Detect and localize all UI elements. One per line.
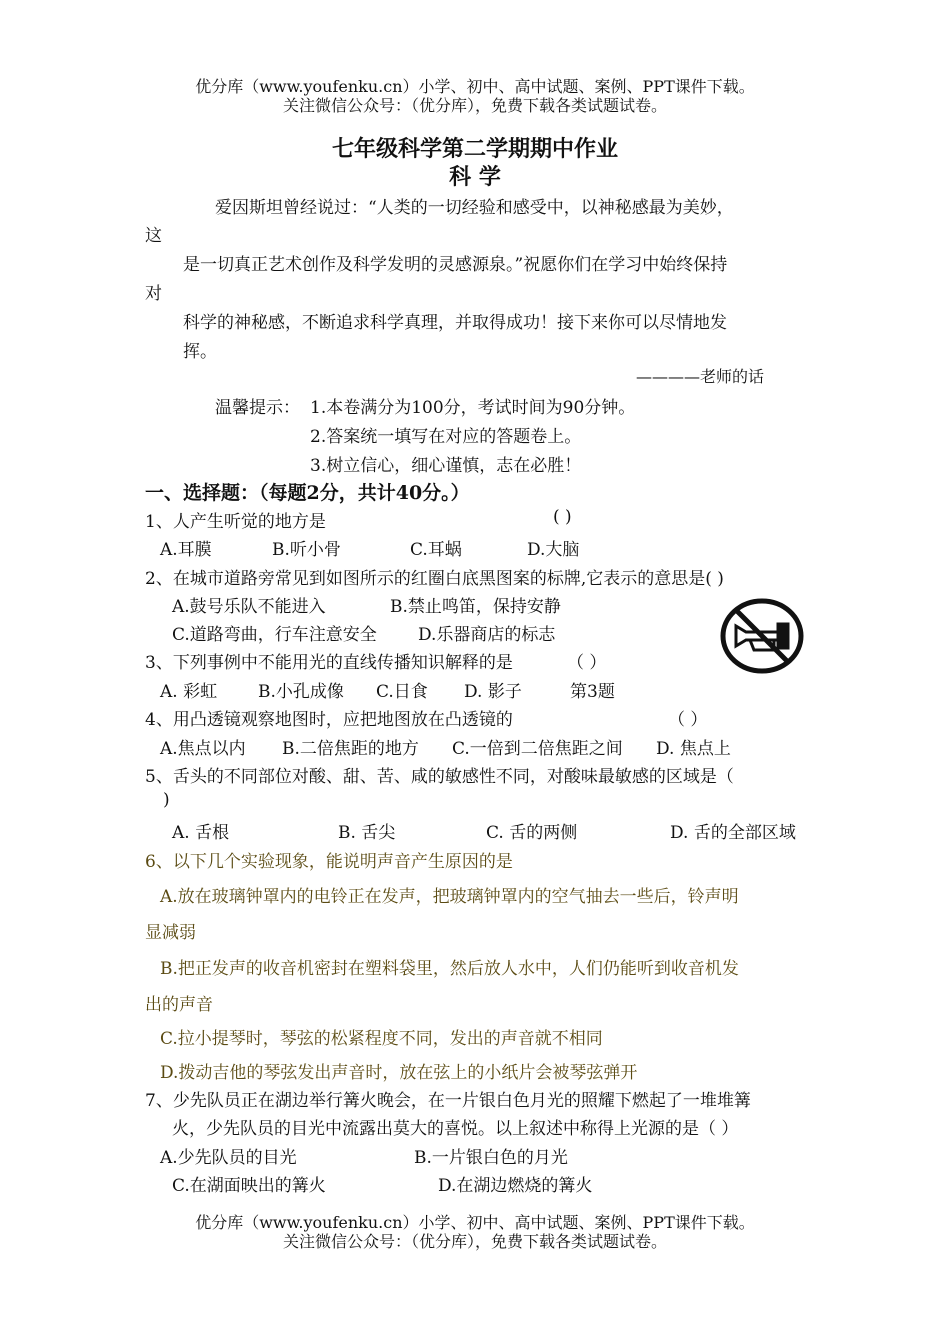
q7-stem-line-1: 7、少先队员正在湖边举行篝火晚会，在一片银白色月光的照耀下燃起了一堆堆篝	[145, 1091, 751, 1111]
tips-item-2: 2.答案统一填写在对应的答题卷上。	[310, 427, 582, 447]
q2-stem: 2、在城市道路旁常见到如图所示的红圈白底黑图案的标牌,它表示的意思是( )	[145, 569, 724, 589]
q1-option-a: A.耳膜	[160, 540, 212, 560]
page-subtitle: 科 学	[449, 164, 501, 190]
q2-option-d: D.乐器商店的标志	[418, 625, 556, 645]
q4-answer-blank: （ ）	[668, 710, 708, 730]
q2-option-b: B.禁止鸣笛，保持安静	[390, 597, 561, 617]
q5-stem-wrap: )	[163, 790, 170, 810]
q4-option-b: B.二倍焦距的地方	[282, 739, 419, 759]
q6-option-b-line-2: 出的声音	[145, 995, 213, 1015]
q3-option-c: C.日食	[376, 682, 428, 702]
tips-item-1: 1.本卷满分为100分，考试时间为90分钟。	[310, 398, 636, 418]
q2-option-a: A.鼓号乐队不能进入	[172, 597, 326, 617]
tips-label: 温馨提示：	[215, 398, 300, 418]
q4-option-d: D. 焦点上	[656, 739, 731, 759]
q2-option-c: C.道路弯曲，行车注意安全	[172, 625, 377, 645]
intro-line-2: 是一切真正艺术创作及科学发明的灵感源泉。”祝愿你们在学习中始终保持	[183, 255, 728, 275]
q3-option-b: B.小孔成像	[258, 682, 344, 702]
q1-option-b: B.听小骨	[272, 540, 341, 560]
tips-item-3: 3.树立信心，细心谨慎，志在必胜！	[310, 456, 582, 476]
header-line-2: 关注微信公众号：（优分库），免费下载各类试题试卷。	[282, 96, 667, 115]
q4-option-a: A.焦点以内	[160, 739, 246, 759]
intro-line-3: 科学的神秘感，不断追求科学真理，并取得成功！接下来你可以尽情地发	[183, 313, 727, 333]
q7-stem-line-2: 火，少先队员的目光中流露出莫大的喜悦。以上叙述中称得上光源的是（ ）	[172, 1119, 739, 1139]
q6-stem: 6、以下几个实验现象，能说明声音产生原因的是	[145, 852, 513, 872]
q5-option-c: C. 舌的两侧	[486, 823, 578, 843]
page-title: 七年级科学第二学期期中作业	[331, 136, 618, 162]
q6-option-a-line-1: A.放在玻璃钟罩内的电铃正在发声，把玻璃钟罩内的空气抽去一些后，铃声明	[160, 887, 739, 907]
q4-stem: 4、用凸透镜观察地图时，应把地图放在凸透镜的	[145, 710, 513, 730]
no-horn-sign-image	[720, 598, 804, 674]
q7-option-d: D.在湖边燃烧的篝火	[438, 1176, 593, 1196]
q4-option-c: C.一倍到二倍焦距之间	[452, 739, 623, 759]
intro-line-1-wrap: 这	[145, 226, 162, 246]
intro-line-1: 爱因斯坦曾经说过：“人类的一切经验和感受中，以神秘感最为美妙，	[215, 198, 734, 218]
q1-option-d: D.大脑	[527, 540, 580, 560]
q5-stem: 5、舌头的不同部位对酸、甜、苦、咸的敏感性不同，对酸味最敏感的区域是（	[145, 767, 734, 787]
q1-option-c: C.耳蜗	[410, 540, 462, 560]
q5-option-b: B. 舌尖	[338, 823, 396, 843]
intro-line-2-wrap: 对	[145, 284, 162, 304]
q5-option-d: D. 舌的全部区域	[670, 823, 796, 843]
q1-answer-blank: ( )	[553, 507, 572, 527]
intro-line-4: 挥。	[183, 342, 217, 362]
q6-option-c: C.拉小提琴时，琴弦的松紧程度不同，发出的声音就不相同	[160, 1029, 603, 1049]
q3-stem: 3、下列事例中不能用光的直线传播知识解释的是	[145, 653, 513, 673]
q7-option-c: C.在湖面映出的篝火	[172, 1176, 326, 1196]
header-line-1: 优分库（www.youfenku.cn）小学、初中、高中试题、案例、PPT课件下载。	[195, 77, 755, 96]
figure-caption: 第3题	[570, 682, 615, 702]
q6-option-b-line-1: B.把正发声的收音机密封在塑料袋里，然后放人水中，人们仍能听到收音机发	[160, 959, 739, 979]
q3-option-a: A. 彩虹	[160, 682, 218, 702]
section-heading: 一、选择题：（每题2分，共计40分。）	[145, 482, 470, 504]
no-horn-sign-svg	[720, 598, 804, 674]
q5-option-a: A. 舌根	[172, 823, 230, 843]
intro-signature: ————老师的话	[636, 367, 765, 386]
footer-line-1: 优分库（www.youfenku.cn）小学、初中、高中试题、案例、PPT课件下载。	[195, 1213, 755, 1232]
q3-answer-blank: （ ）	[567, 653, 607, 673]
q7-option-b: B.一片银白色的月光	[414, 1148, 568, 1168]
q6-option-a-line-2: 显减弱	[145, 923, 196, 943]
q7-option-a: A.少先队员的目光	[160, 1148, 297, 1168]
q6-option-d: D.拨动吉他的琴弦发出声音时，放在弦上的小纸片会被琴弦弹开	[160, 1063, 638, 1083]
q1-stem: 1、人产生听觉的地方是	[145, 512, 326, 532]
footer-line-2: 关注微信公众号：（优分库），免费下载各类试题试卷。	[282, 1232, 667, 1251]
q3-option-d: D. 影子	[464, 682, 522, 702]
